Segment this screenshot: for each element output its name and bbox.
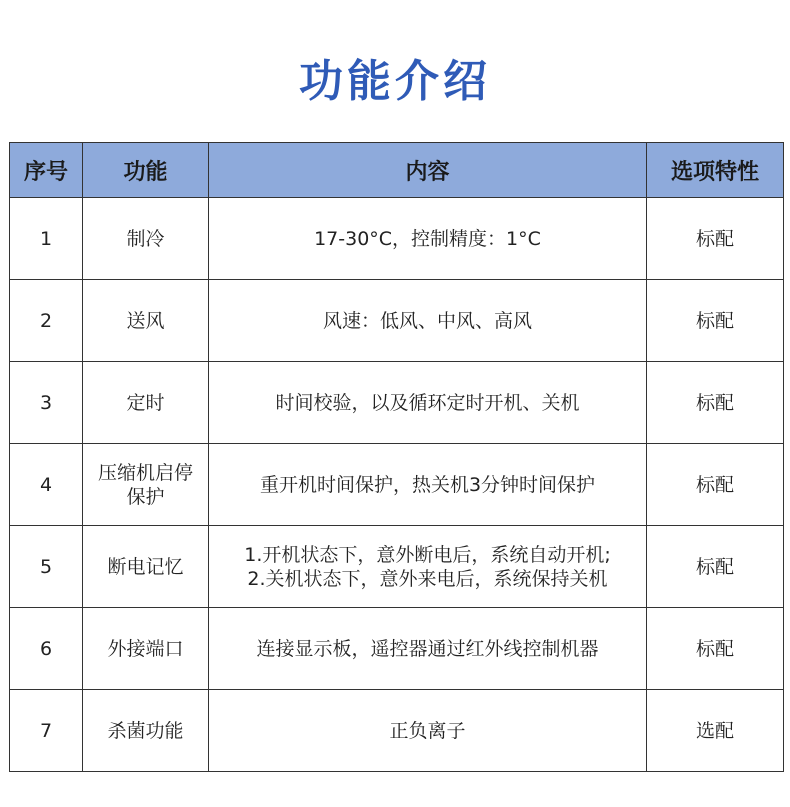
row-feature-line: 外接端口	[107, 637, 184, 660]
row-feature	[83, 444, 209, 526]
row-content	[209, 526, 647, 608]
row-feature-line: 送风	[126, 309, 165, 332]
header-number: 序号	[10, 143, 83, 198]
row-feature	[83, 198, 209, 280]
table-row	[10, 280, 784, 362]
row-feature	[83, 608, 209, 690]
row-content	[209, 608, 647, 690]
page-title: 功能介绍	[299, 56, 491, 107]
row-content-line: 连接显示板，遥控器通过红外线控制机器	[256, 637, 599, 660]
row-feature	[83, 526, 209, 608]
table-row	[10, 526, 784, 608]
row-feature-line: 杀菌功能	[107, 719, 184, 742]
row-content-line: 风速：低风、中风、高风	[322, 309, 532, 332]
header-content: 内容	[209, 143, 647, 198]
row-option: 标配	[647, 198, 784, 280]
row-feature-line: 保护	[126, 485, 165, 508]
row-content-line: 17-30°C，控制精度：1°C	[314, 227, 541, 250]
row-option: 标配	[647, 362, 784, 444]
row-number: 3	[10, 362, 83, 444]
row-option: 标配	[647, 526, 784, 608]
table-row	[10, 198, 784, 280]
table-header-row	[10, 143, 784, 198]
row-content	[209, 362, 647, 444]
row-number: 2	[10, 280, 83, 362]
table-row	[10, 444, 784, 526]
row-feature-line: 断电记忆	[107, 555, 184, 578]
row-content-line: 2.关机状态下，意外来电后，系统保持关机	[247, 567, 608, 590]
row-content-line: 1.开机状态下，意外断电后，系统自动开机;	[244, 543, 611, 566]
table-row	[10, 608, 784, 690]
row-feature	[83, 690, 209, 772]
table-row	[10, 362, 784, 444]
row-number: 4	[10, 444, 83, 526]
row-content-line: 时间校验，以及循环定时开机、关机	[275, 391, 580, 414]
header-feature: 功能	[83, 143, 209, 198]
row-feature-line: 制冷	[126, 227, 165, 250]
row-feature	[83, 280, 209, 362]
row-content	[209, 690, 647, 772]
row-content-line: 正负离子	[389, 719, 466, 742]
row-content	[209, 280, 647, 362]
row-content	[209, 198, 647, 280]
row-content	[209, 444, 647, 526]
row-number: 5	[10, 526, 83, 608]
row-feature-line: 压缩机启停	[97, 461, 193, 484]
header-option: 选项特性	[647, 143, 784, 198]
row-option: 选配	[647, 690, 784, 772]
row-feature	[83, 362, 209, 444]
row-number: 6	[10, 608, 83, 690]
row-feature-line: 定时	[126, 391, 165, 414]
row-number: 7	[10, 690, 83, 772]
row-number: 1	[10, 198, 83, 280]
row-option: 标配	[647, 280, 784, 362]
table-row	[10, 690, 784, 772]
row-option: 标配	[647, 444, 784, 526]
row-option: 标配	[647, 608, 784, 690]
feature-table	[9, 142, 784, 772]
row-content-line: 重开机时间保护，热关机3分钟时间保护	[259, 473, 596, 496]
